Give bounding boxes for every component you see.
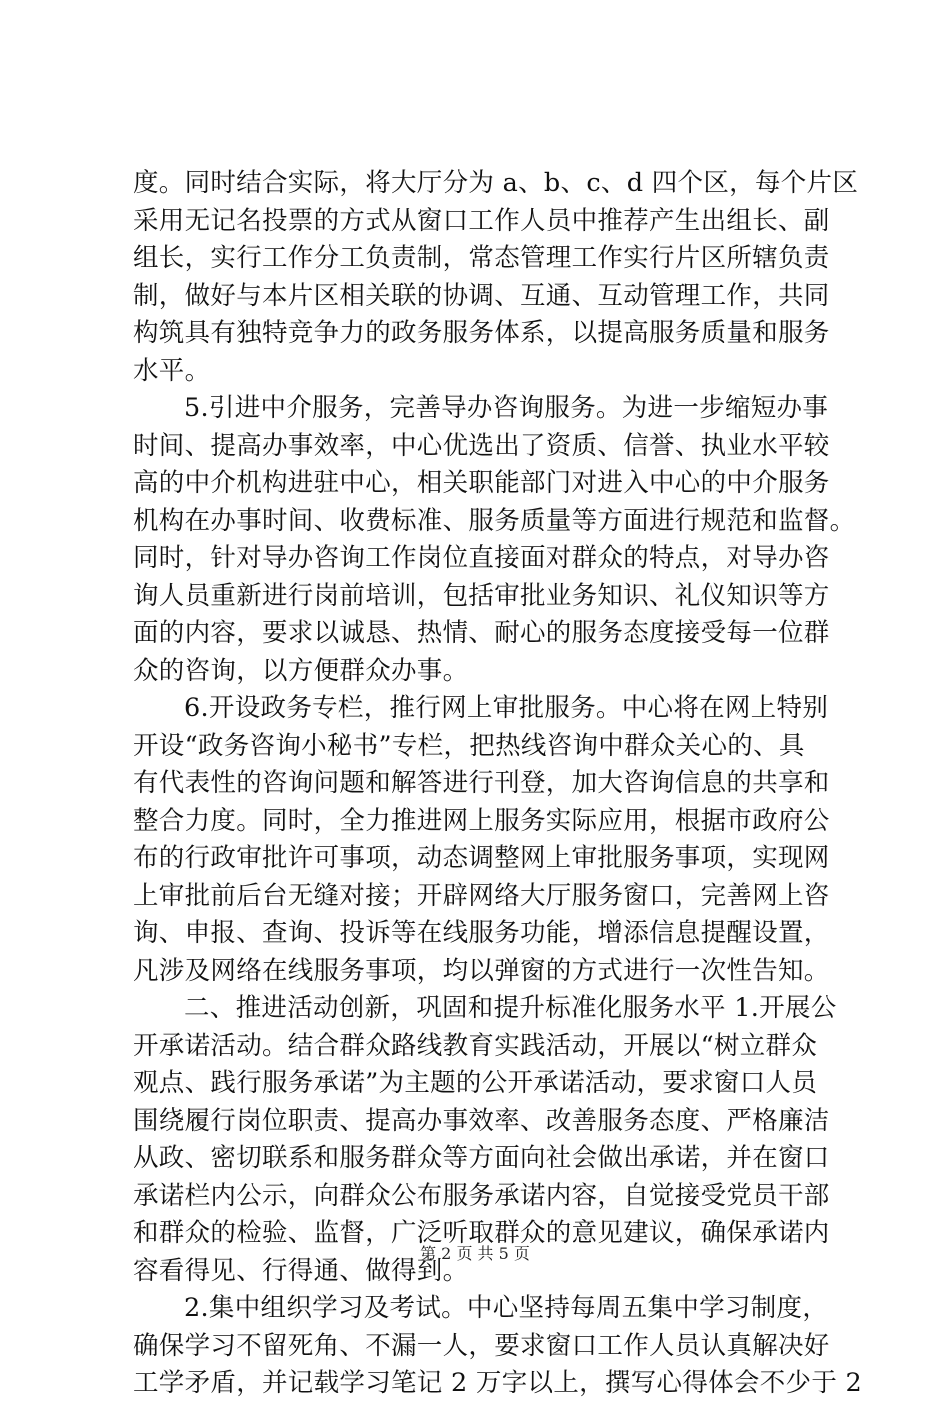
text-line: 面的内容，要求以诚恳、热情、耐心的服务态度接受每一位群: [133, 618, 830, 648]
text-line: 6.开设政务专栏，推行网上审批服务。中心将在网上特别: [184, 693, 829, 723]
text-line: 围绕履行岗位职责、提高办事效率、改善服务态度、严格廉洁: [133, 1105, 830, 1136]
text-line: 布的行政审批许可事项，动态调整网上审批服务事项，实现网: [133, 843, 830, 873]
text-line: 采用无记名投票的方式从窗口工作人员中推荐产生出组长、副: [133, 205, 830, 236]
text-line: 同时，针对导办咨询工作岗位直接面对群众的特点，对导办咨: [133, 543, 830, 573]
text-line: 机构在办事时间、收费标准、服务质量等方面进行规范和监督。: [133, 505, 856, 536]
text-line: 和群众的检验、监督，广泛听取群众的意见建议，确保承诺内: [133, 1218, 830, 1248]
text-line: 整合力度。同时，全力推进网上服务实际应用，根据市政府公: [133, 805, 830, 836]
text-line: 时间、提高办事效率，中心优选出了资质、信誉、执业水平较: [133, 430, 830, 461]
text-line: 二、推进活动创新，巩固和提升标准化服务水平 1.开展公: [184, 993, 837, 1023]
text-line: 观点、践行服务承诺”为主题的公开承诺活动，要求窗口人员: [133, 1068, 818, 1098]
text-line: 众的咨询，以方便群众办事。: [133, 655, 469, 686]
text-line: 从政、密切联系和服务群众等方面向社会做出承诺，并在窗口: [133, 1143, 830, 1173]
page-footer: 第 2 页 共 5 页: [420, 1244, 530, 1263]
text-line: 凡涉及网络在线服务事项，均以弹窗的方式进行一次性告知。: [133, 955, 830, 986]
text-line: 高的中介机构进驻中心，相关职能部门对进入中心的中介服务: [133, 468, 830, 498]
text-line: 组长，实行工作分工负责制，常态管理工作实行片区所辖负责: [133, 243, 830, 273]
document-body: [133, 165, 863, 1403]
text-line: 开设“政务咨询小秘书”专栏，把热线咨询中群众关心的、具: [133, 730, 805, 761]
text-line: 制，做好与本片区相关联的协调、互通、互动管理工作，共同: [133, 280, 830, 311]
text-line: 容看得见、行得通、做得到。: [133, 1255, 469, 1286]
text-line: 承诺栏内公示，向群众公布服务承诺内容，自觉接受党员干部: [133, 1180, 830, 1211]
text-line: 2.集中组织学习及考试。中心坚持每周五集中学习制度，: [184, 1293, 829, 1323]
text-line: 工学矛盾，并记载学习笔记 2 万字以上，撰写心得体会不少于 2: [133, 1368, 863, 1398]
text-line: 构筑具有独特竞争力的政务服务体系，以提高服务质量和服务: [133, 318, 830, 348]
text-line: 确保学习不留死角、不漏一人，要求窗口工作人员认真解决好: [133, 1330, 830, 1361]
text-line: 上审批前后台无缝对接；开辟网络大厅服务窗口，完善网上咨: [133, 880, 830, 911]
text-line: 询人员重新进行岗前培训，包括审批业务知识、礼仪知识等方: [133, 580, 830, 611]
text-line: 开承诺活动。结合群众路线教育实践活动，开展以“树立群众: [133, 1030, 818, 1061]
text-line: 水平。: [133, 355, 211, 386]
text-line: 度。同时结合实际，将大厅分为 a、b、c、d 四个区，每个片区: [133, 168, 859, 198]
text-line: 询、申报、查询、投诉等在线服务功能，增添信息提醒设置，: [133, 918, 830, 948]
text-line: 5.引进中介服务，完善导办咨询服务。为进一步缩短办事: [184, 393, 829, 423]
text-line: 有代表性的咨询问题和解答进行刊登，加大咨询信息的共享和: [133, 768, 830, 798]
